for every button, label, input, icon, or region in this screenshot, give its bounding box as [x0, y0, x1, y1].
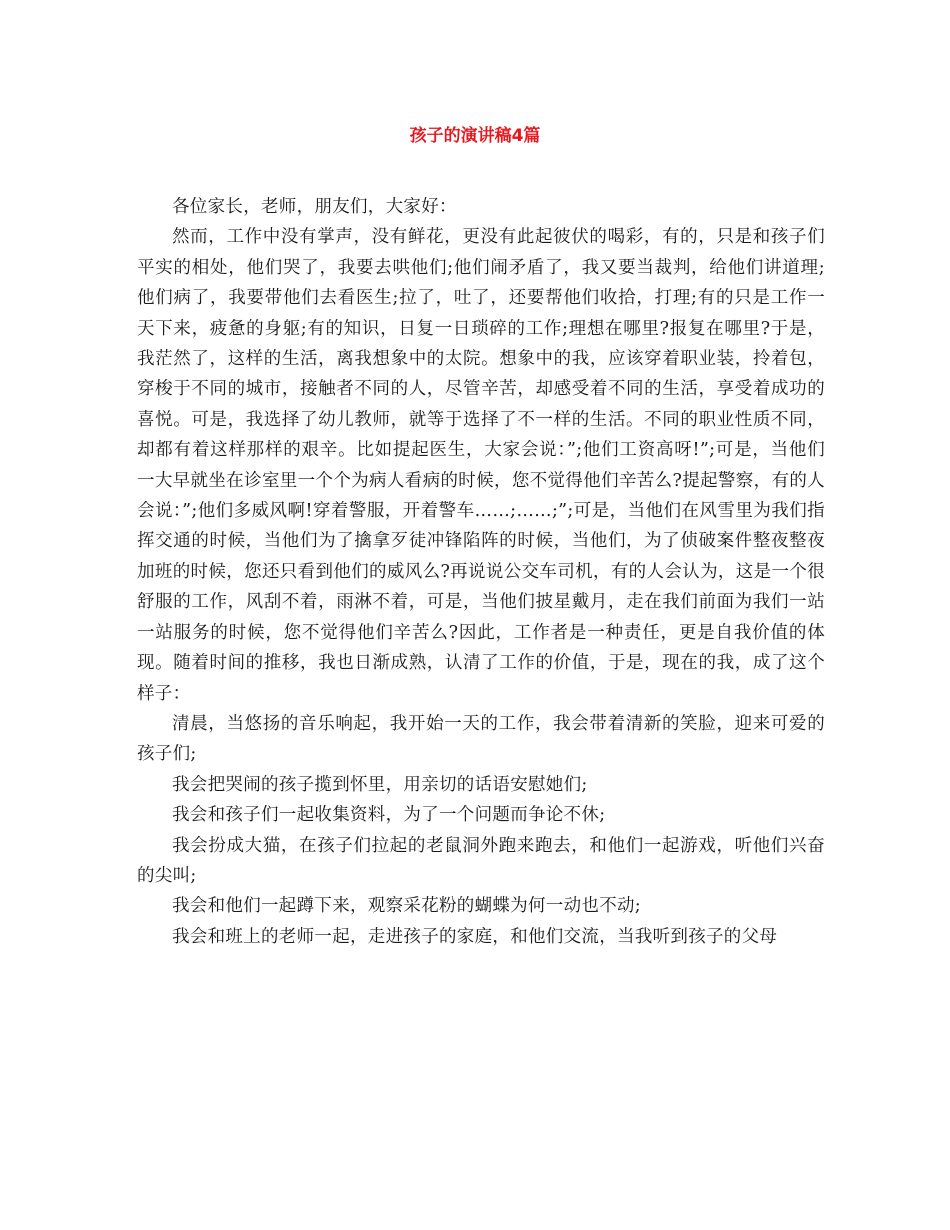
paragraph-work-reflection: 然而，工作中没有掌声，没有鲜花，更没有此起彼伏的喝彩，有的，只是和孩子们平实的相处，他们哭了，我要去哄他们;他们闹矛盾了，我又要当裁判，给他们讲道理;他们病了，我要带他们去看医生;拉了，吐了，还要帮他们收拾，打理;有的只是工作一天下来，疲惫的身躯;有的知识，日复一日琐碎的工作;理想在哪里?报复在哪里?于是，我茫然了，这样的生活，离我想象中的太院。想象中的我，应该穿着职业装，拎着包，穿梭于不同的城市，接触者不同的人，尽管辛苦，却感受着不同的生活，享受着成功的喜悦。可是，我选择了幼儿教师，就等于选择了不一样的生活。不同的职业性质不同，却都有着这样那样的艰辛。比如提起医生，大家会说：”;他们工资高呀!”;可是，当他们一大早就坐在诊室里一个个为病人看病的时候，您不觉得他们辛苦么?提起警察，有的人会说：”;他们多威风啊!穿着警服，开着警车……;……;”;可是，当他们在风雪里为我们指挥交通的时候，当他们为了擒拿歹徒冲锋陷阵的时候，当他们，为了侦破案件整夜整夜加班的时候，您还只看到他们的威风么?再说说公交车司机，有的人会认为，这是一个很舒服的工作，风刮不着，雨淋不着，可是，当他们披星戴月，走在我们前面为我们一站一站服务的时候，您不觉得他们辛苦么?因此，工作者是一种责任，更是自我价值的体现。随着时间的推移，我也日渐成熟，认清了工作的价值，于是，现在的我，成了这个样子： [137, 227, 825, 704]
document-body [137, 192, 825, 952]
paragraph-morning: 清晨，当悠扬的音乐响起，我开始一天的工作，我会带着清新的笑脸，迎来可爱的孩子们; [137, 713, 825, 765]
paragraph-comfort: 我会把哭闹的孩子揽到怀里，用亲切的话语安慰她们; [172, 774, 588, 795]
paragraph-butterfly: 我会和他们一起蹲下来，观察采花粉的蝴蝶为何一动也不动; [172, 896, 641, 917]
document-title: 孩子的演讲稿4篇 [409, 126, 541, 146]
paragraph-research: 我会和孩子们一起收集资料，为了一个问题而争论不休; [172, 805, 606, 826]
paragraph-greeting: 各位家长，老师，朋友们，大家好： [172, 197, 457, 217]
paragraph-game: 我会扮成大猫，在孩子们拉起的老鼠洞外跑来跑去，和他们一起游戏，听他们兴奋的尖叫; [137, 835, 825, 886]
paragraph-home-visit: 我会和班上的老师一起，走进孩子的家庭，和他们交流，当我听到孩子的父母 [172, 926, 778, 947]
